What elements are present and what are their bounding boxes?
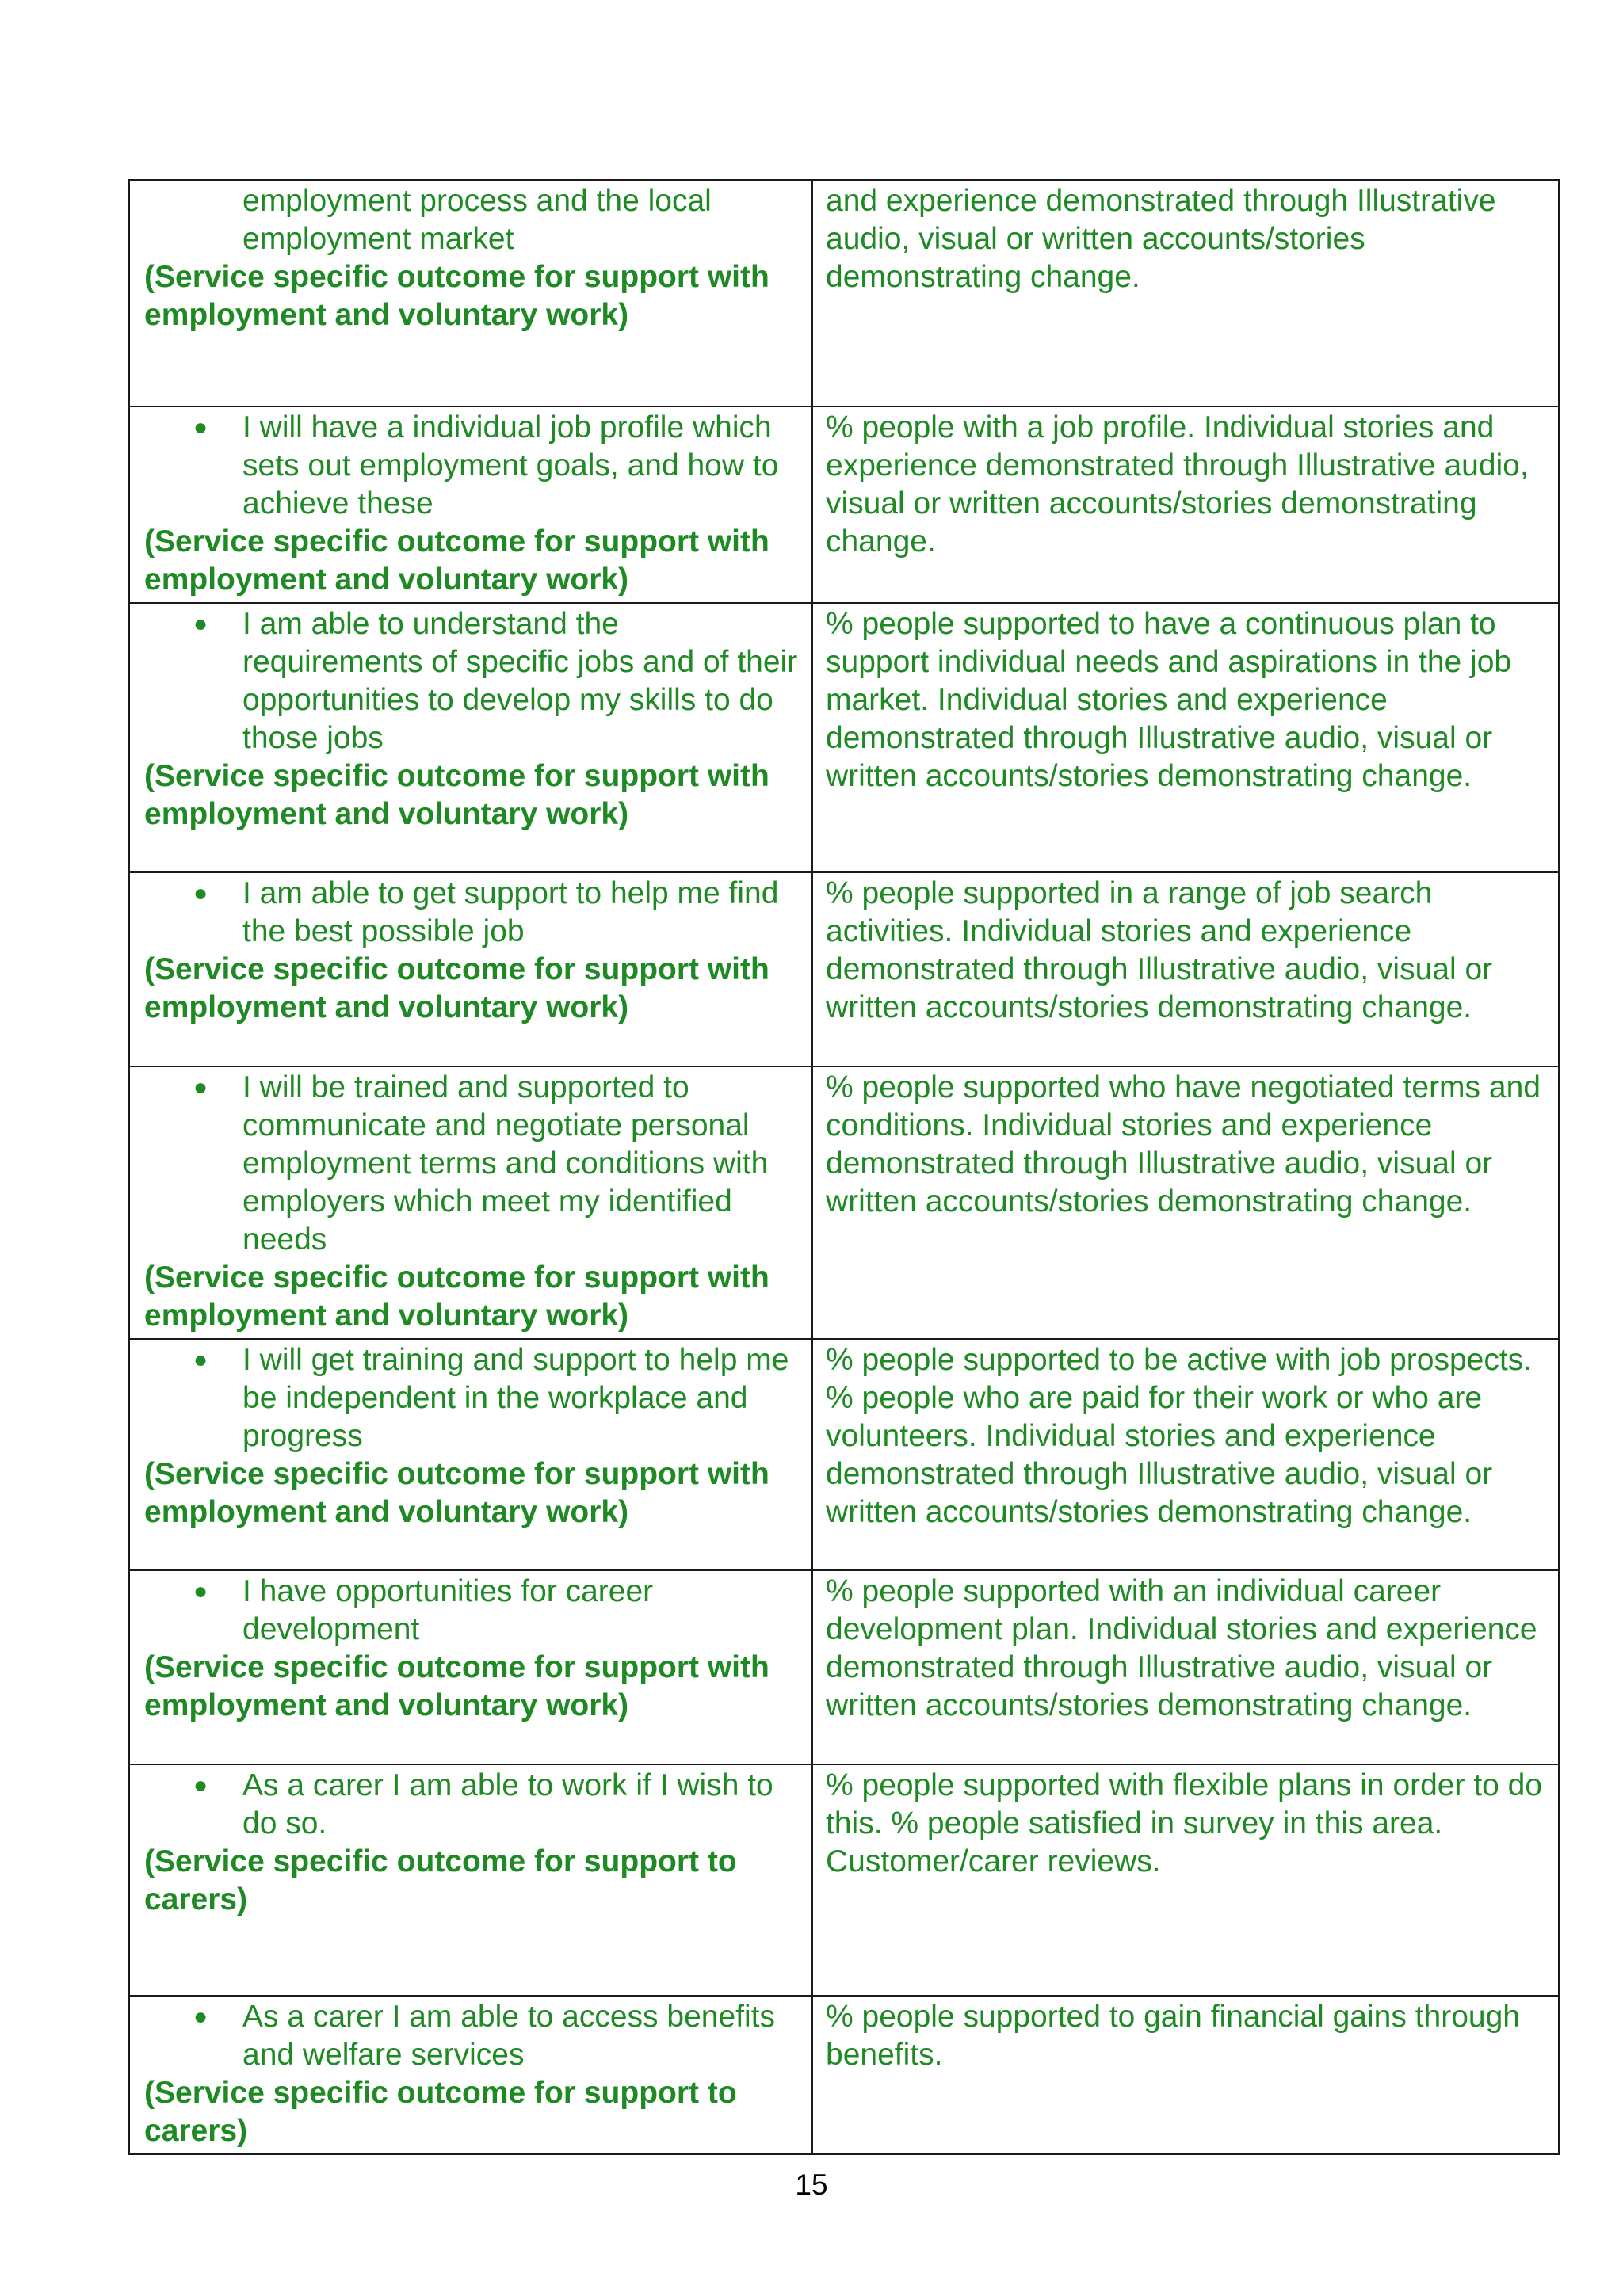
bullet-icon: ● [193,880,208,906]
outcome-bullet-item [144,875,800,951]
outcome-text: employment process and the local employment market [242,184,712,256]
service-tag: (Service specific outcome for support with employment and voluntary work) [144,952,769,1024]
outcome-cell [129,872,812,1066]
outcome-bullet-item [144,605,800,757]
bullet-icon: ● [193,611,208,637]
measure-cell [812,180,1559,406]
service-tag: (Service specific outcome for support with employment and voluntary work) [144,1650,769,1722]
bullet-icon: ● [193,2004,208,2030]
outcome-text: I am able to get support to help me find the best possible job [242,876,779,948]
bullet-icon: ● [193,1772,208,1798]
page-number: 15 [795,2168,828,2201]
measure-cell [812,1570,1559,1764]
outcome-bullet-item [144,1573,800,1649]
outcome-bullet-item [144,1069,800,1259]
service-tag: (Service specific outcome for support with employment and voluntary work) [144,1261,769,1333]
outcomes-table-body [129,180,1559,2154]
measure-cell [812,406,1559,603]
measure-cell [812,872,1559,1066]
outcome-bullet-item [144,1767,800,1843]
bullet-icon: ● [193,1074,208,1100]
bullet-icon: ● [193,1578,208,1604]
outcome-cell [129,1339,812,1570]
table-row [129,603,1559,872]
outcome-text: I have opportunities for career development [242,1574,654,1646]
service-tag: (Service specific outcome for support with employment and voluntary work) [144,260,769,332]
measure-cell [812,603,1559,872]
outcome-text: I will be trained and supported to communicate and negotiate personal employment terms and conditions with employers which meet my identified needs [242,1070,769,1257]
measure-text: % people supported in a range of job search activities. Individual stories and experience demonstrated through Illustrative audio, visual or written accounts/stories demonstrating change. [826,876,1493,1024]
measure-cell [812,1339,1559,1570]
measure-text: and experience demonstrated through Illustrative audio, visual or written accounts/stories demonstrating change. [826,184,1496,294]
outcome-text: As a carer I am able to work if I wish to do so. [242,1768,773,1840]
outcome-cell [129,1570,812,1764]
table-row [129,1339,1559,1570]
service-tag: (Service specific outcome for support with employment and voluntary work) [144,524,769,597]
table-row [129,872,1559,1066]
outcome-bullet-item [144,409,800,523]
measure-text: % people with a job profile. Individual stories and experience demonstrated through Illustrative audio, visual or written accounts/stories demonstrating change. [826,410,1529,559]
measure-cell [812,1764,1559,1996]
measure-cell [812,1996,1559,2154]
table-row [129,406,1559,603]
measure-text: % people supported with flexible plans in order to do this. % people satisfied in survey in this area. Customer/carer reviews. [826,1768,1543,1878]
service-tag: (Service specific outcome for support with employment and voluntary work) [144,1457,769,1529]
table-row [129,1764,1559,1996]
service-tag: (Service specific outcome for support to carers) [144,1844,737,1917]
table-row [129,1066,1559,1339]
measure-text: % people supported to be active with job prospects. % people who are paid for their work or who are volunteers. Individual stories and experience demonstrated through Illustrative audio, visual or written accounts/stories demonstrating change. [826,1343,1533,1529]
outcome-cell [129,1764,812,1996]
service-tag: (Service specific outcome for support to carers) [144,2076,737,2148]
measure-text: % people supported with an individual career development plan. Individual stories and experience demonstrated through Illustrative audio, visual or written accounts/stories demonstrating change. [826,1574,1537,1722]
outcome-cell [129,406,812,603]
service-tag: (Service specific outcome for support with employment and voluntary work) [144,759,769,831]
table-row [129,180,1559,406]
measure-text: % people supported to have a continuous plan to support individual needs and aspirations in the job market. Individual stories and experience demonstrated through Illustrative audio, visual or written accounts/stories demonstrating change. [826,607,1512,793]
table-row [129,1570,1559,1764]
table-row [129,1996,1559,2154]
outcome-cell [129,603,812,872]
outcome-bullet-item [144,1998,800,2074]
measure-text: % people supported to gain financial gains through benefits. [826,2000,1520,2072]
outcome-cell [129,1066,812,1339]
outcome-cell [129,1996,812,2154]
measure-text: % people supported who have negotiated terms and conditions. Individual stories and experience demonstrated through Illustrative audio, visual or written accounts/stories demonstrating change. [826,1070,1541,1219]
outcome-bullet-item [144,1341,800,1455]
outcome-text: As a carer I am able to access benefits and welfare services [242,2000,775,2072]
outcome-text: I will have a individual job profile which sets out employment goals, and how to achieve these [242,410,779,521]
outcomes-table [128,179,1560,2155]
outcome-text: I am able to understand the requirements of specific jobs and of their opportunities to develop my skills to do those jobs [242,607,798,755]
bullet-icon: ● [193,1347,208,1373]
bullet-icon: ● [193,414,208,441]
outcome-text: I will get training and support to help me be independent in the workplace and progress [242,1343,789,1453]
measure-cell [812,1066,1559,1339]
outcome-cell [129,180,812,406]
